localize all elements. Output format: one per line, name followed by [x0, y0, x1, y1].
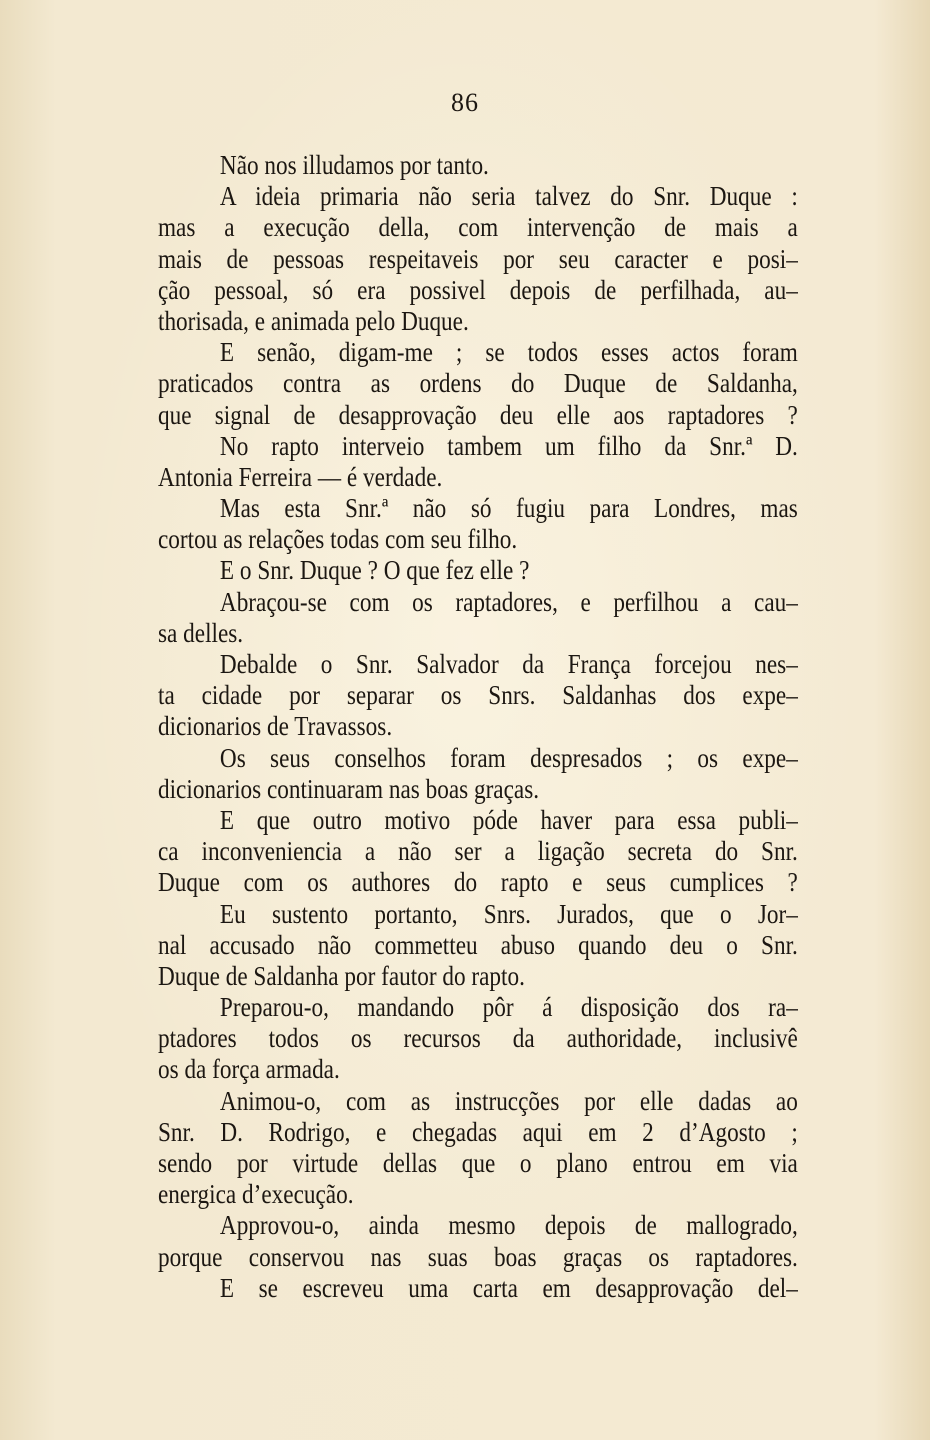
- text-line: Mas esta Snr.ª não só fugiu para Londres, mas: [219, 493, 798, 524]
- text-line: sa delles.: [158, 617, 244, 648]
- text-line: energica d’execução.: [158, 1179, 354, 1210]
- text-line: Não nos illudamos por tanto.: [219, 150, 489, 180]
- text-line: dicionarios de Travassos.: [158, 711, 393, 742]
- text-line: porque conservou nas suas boas graças os raptadores.: [158, 1241, 798, 1272]
- text-line: Preparou-o, mandando pôr á disposição dos ra–: [219, 992, 798, 1023]
- text-line: Snr. D. Rodrigo, e chegadas aqui em 2 d’Agosto ;: [158, 1116, 798, 1147]
- text-line: cortou as relações todas com seu filho.: [158, 524, 518, 555]
- text-line: Approvou-o, ainda mesmo depois de mallogrado,: [219, 1210, 798, 1241]
- text-line: ta cidade por separar os Snrs. Saldanhas dos expe–: [158, 680, 798, 711]
- page-number: 86: [451, 88, 479, 117]
- text-line: ção pessoal, só era possivel depois de perfilhada, au–: [158, 274, 798, 305]
- text-line: Os seus conselhos foram despresados ; os expe–: [219, 742, 798, 773]
- text-line: Animou-o, com as instrucções por elle dadas ao: [219, 1085, 798, 1116]
- text-line: dicionarios continuaram nas boas graças.: [158, 773, 540, 804]
- text-line: E senão, digam-me ; se todos esses actos foram: [219, 337, 798, 368]
- text-line: que signal de desapprovação deu elle aos raptadores ?: [158, 399, 798, 430]
- text-line: Eu sustento portanto, Snrs. Jurados, que o Jor–: [219, 898, 798, 929]
- text-line: Antonia Ferreira — é verdade.: [158, 461, 443, 492]
- text-line: mais de pessoas respeitaveis por seu caracter e posi–: [158, 243, 798, 274]
- text-line: thorisada, e animada pelo Duque.: [158, 305, 469, 336]
- text-line: Debalde o Snr. Salvador da França forcejou nes–: [219, 649, 798, 679]
- text-line: nal accusado não commetteu abuso quando deu o Snr.: [158, 929, 798, 960]
- text-line: No rapto interveio tambem um filho da Snr.ª D.: [219, 430, 798, 461]
- text-line: os da força armada.: [158, 1054, 340, 1085]
- text-line: mas a execução della, com intervenção de mais a: [158, 212, 798, 243]
- text-line: ca inconveniencia a não ser a ligação secreta do Snr.: [158, 836, 798, 867]
- text-line: E o Snr. Duque ? O que fez elle ?: [219, 555, 530, 586]
- text-line: sendo por virtude dellas que o plano entrou em via: [158, 1148, 798, 1178]
- text-line: Duque com os authores do rapto e seus cumplices ?: [158, 867, 798, 898]
- text-line: E se escreveu uma carta em desapprovação del–: [219, 1272, 798, 1303]
- text-line: E que outro motivo póde haver para essa publi–: [219, 804, 798, 835]
- text-line: Abraçou-se com os raptadores, e perfilhou a cau–: [219, 586, 798, 617]
- text-line: A ideia primaria não seria talvez do Snr. Duque :: [219, 181, 798, 212]
- text-line: praticados contra as ordens do Duque de Saldanha,: [158, 368, 798, 399]
- text-line: Duque de Saldanha por fautor do rapto.: [158, 960, 525, 991]
- text-line: ptadores todos os recursos da authoridade, inclusivê: [158, 1023, 798, 1054]
- body-text: [158, 150, 798, 1304]
